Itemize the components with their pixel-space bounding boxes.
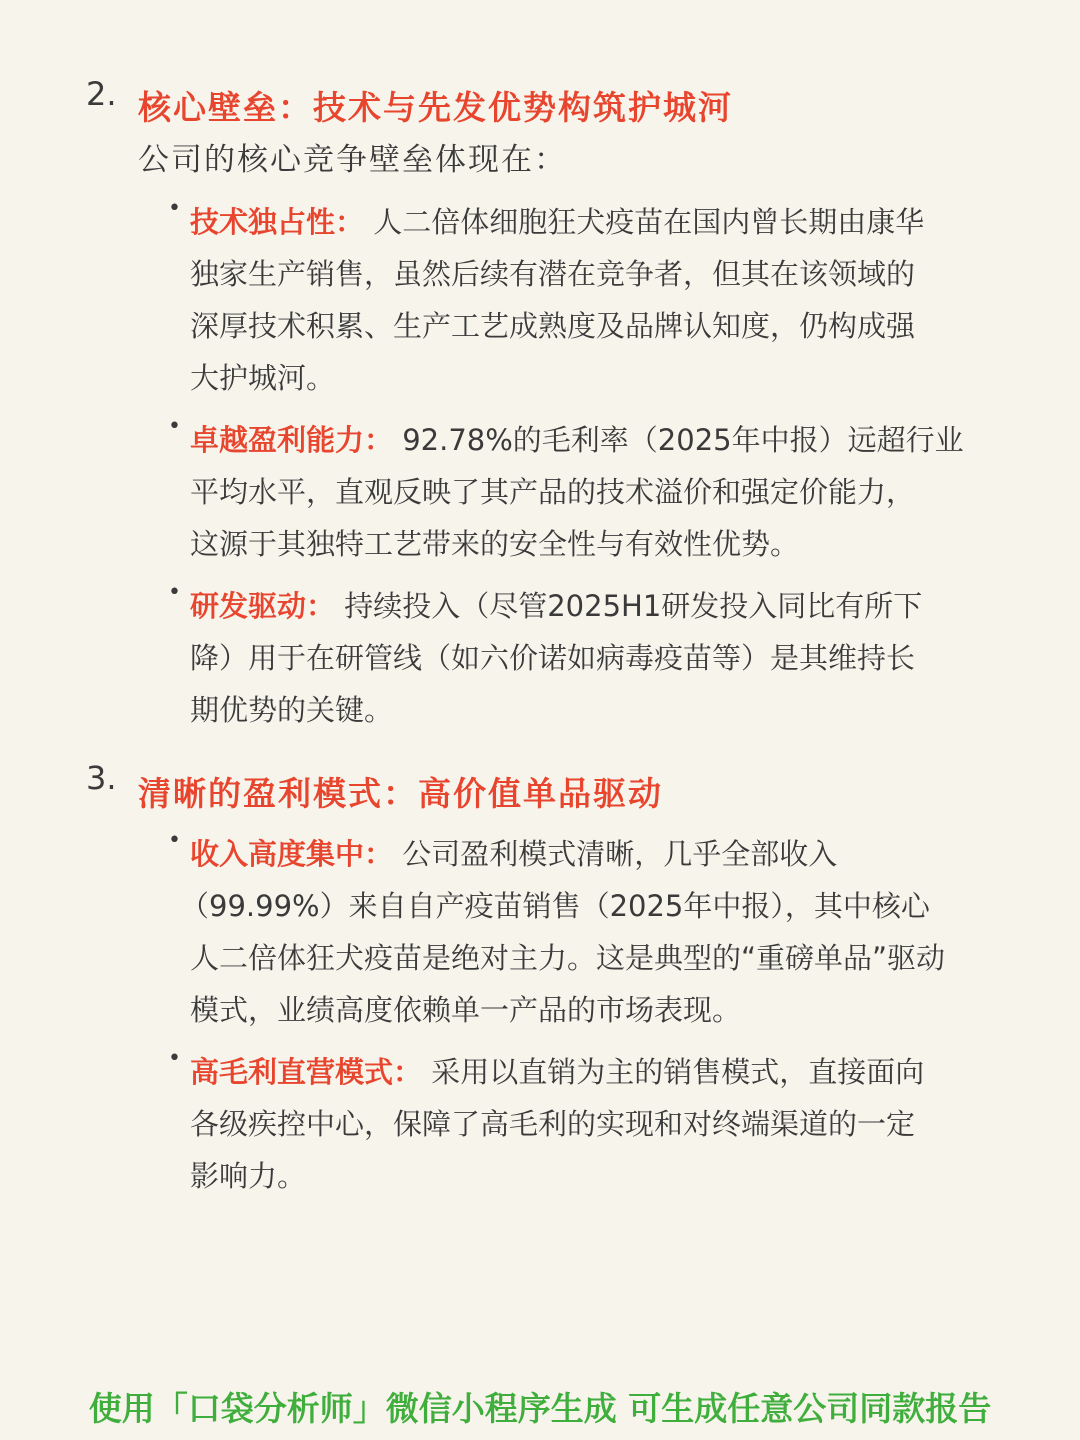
section-title: 清晰的盈利模式：高价值单品驱动 xyxy=(138,774,663,813)
bullet-dot-icon: • xyxy=(168,196,181,221)
bullet-line: 期优势的关键。 xyxy=(190,693,394,727)
bullet-line: 模式，业绩高度依赖单一产品的市场表现。 xyxy=(190,993,742,1027)
bullet-line: 独家生产销售，虽然后续有潜在竞争者，但其在该领域的 xyxy=(190,257,916,291)
bullet-line xyxy=(190,1046,1040,1098)
section-number: 2. xyxy=(86,75,117,113)
bullet-label: 收入高度集中： xyxy=(190,837,394,871)
bullet-label: 技术独占性： xyxy=(190,205,365,239)
bullet-line xyxy=(190,580,1040,632)
footer-promo-text: 使用「口袋分析师」微信小程序生成 可生成任意公司同款报告 xyxy=(88,1389,992,1428)
bullet-text: 92.78%的毛利率（2025年中报）远超行业 xyxy=(393,423,964,457)
bullet-line: 降）用于在研管线（如六价诺如病毒疫苗等）是其维持长 xyxy=(190,641,916,675)
bullet-line: 平均水平，直观反映了其产品的技术溢价和强定价能力， xyxy=(190,475,916,509)
bullet-dot-icon: • xyxy=(168,828,181,853)
section-intro: 公司的核心竞争壁垒体现在： xyxy=(138,142,567,178)
bullet-line xyxy=(190,196,1040,248)
bullet-dot-icon: • xyxy=(168,580,181,605)
bullet-line: 人二倍体狂犬疫苗是绝对主力。这是典型的“重磅单品”驱动 xyxy=(190,941,946,975)
section-number: 3. xyxy=(86,759,117,797)
bullet-dot-icon: • xyxy=(168,414,181,439)
bullet-line xyxy=(190,828,1040,880)
bullet-line xyxy=(190,414,1040,466)
bullet-text: 持续投入（尽管2025H1研发投入同比有所下 xyxy=(335,589,923,623)
bullet-text: 采用以直销为主的销售模式，直接面向 xyxy=(422,1055,925,1089)
bullet-line: （99.99%）来自自产疫苗销售（2025年中报），其中核心 xyxy=(180,889,930,923)
bullet-label: 卓越盈利能力： xyxy=(190,423,394,457)
section-title: 核心壁垒：技术与先发优势构筑护城河 xyxy=(138,88,733,127)
bullet-line: 各级疾控中心，保障了高毛利的实现和对终端渠道的一定 xyxy=(190,1107,916,1141)
bullet-item xyxy=(168,1046,1040,1202)
bullet-label: 研发驱动： xyxy=(190,589,336,623)
bullet-item xyxy=(168,828,1040,1036)
bullet-item xyxy=(168,196,1040,404)
bullet-line: 深厚技术积累、生产工艺成熟度及品牌认知度，仍构成强 xyxy=(190,309,916,343)
bullet-item xyxy=(168,580,1040,736)
bullet-line: 影响力。 xyxy=(190,1159,307,1193)
bullet-dot-icon: • xyxy=(168,1046,181,1071)
bullet-line: 这源于其独特工艺带来的安全性与有效性优势。 xyxy=(190,527,800,561)
bullet-line: 大护城河。 xyxy=(190,361,336,395)
bullet-item xyxy=(168,414,1040,570)
bullet-text: 公司盈利模式清晰，几乎全部收入 xyxy=(393,837,838,871)
bullet-text: 人二倍体细胞狂犬疫苗在国内曾长期由康华 xyxy=(364,205,925,239)
bullet-label: 高毛利直营模式： xyxy=(190,1055,423,1089)
